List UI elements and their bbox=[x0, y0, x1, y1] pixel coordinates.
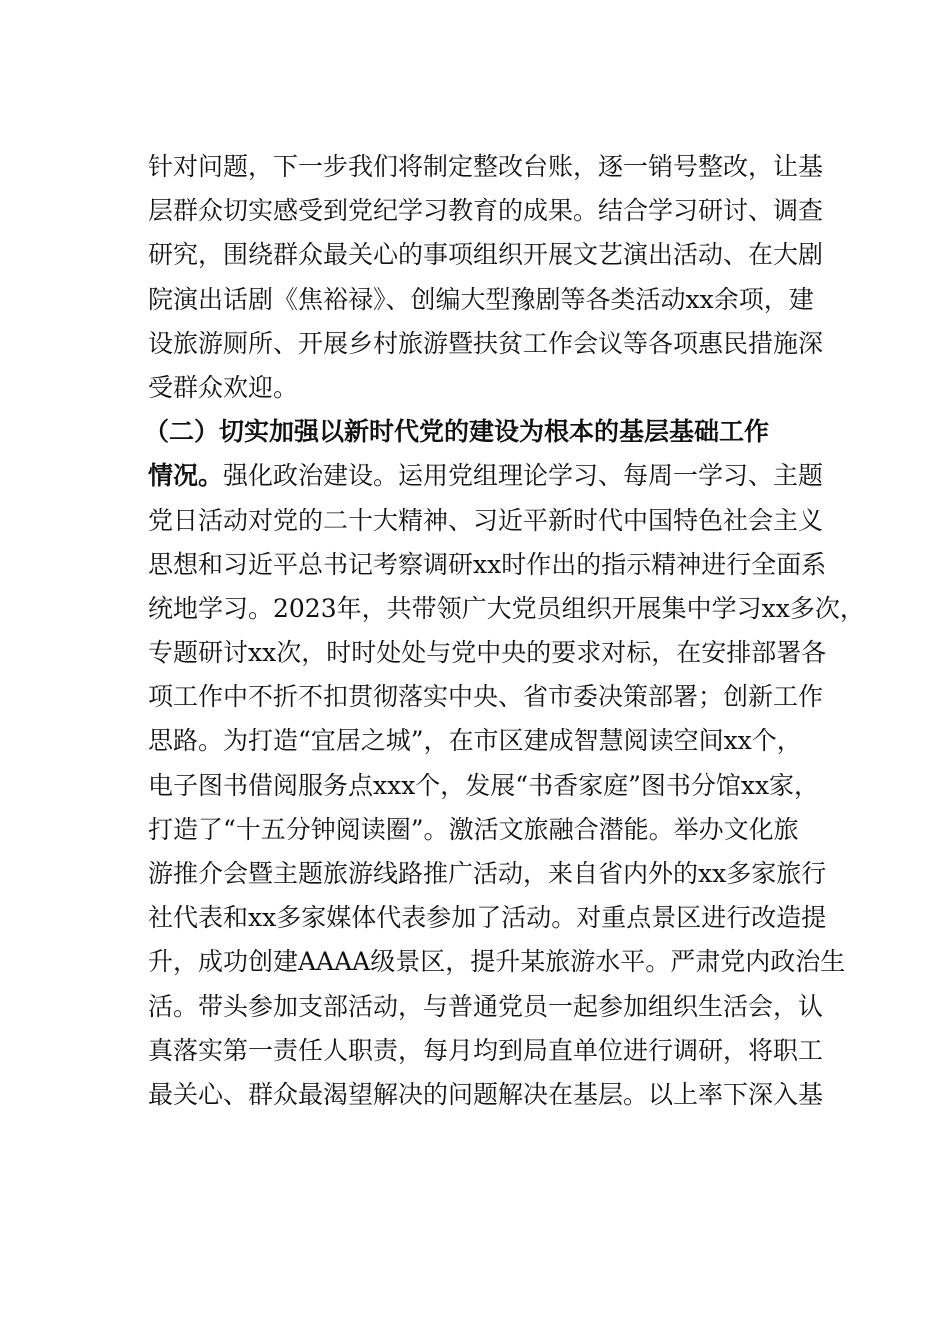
body-text: 强化政治建设。运用党组理论学习、每周一学习、主题 bbox=[223, 461, 824, 491]
body-line: 思路。为打造“宜居之城”，在市区建成智慧阅读空间xx个， bbox=[148, 726, 802, 756]
body-line: 院演出话剧《焦裕禄》、创编大型豫剧等各类活动xx余项，建 bbox=[148, 284, 814, 314]
section-heading bbox=[144, 410, 828, 454]
body-line: 活。带头参加支部活动，与普通党员一起参加组织生活会，认 bbox=[148, 991, 824, 1021]
body-line: 升，成功创建AAAA级景区，提升某旅游水平。严肃党内政治生 bbox=[148, 947, 846, 977]
body-line: 研究，围绕群众最关心的事项组织开展文艺演出活动、在大剧 bbox=[148, 240, 824, 270]
body-line bbox=[148, 454, 828, 498]
body-line: 电子图书借阅服务点xxx个，发展“书香家庭”图书分馆xx家， bbox=[148, 770, 820, 800]
body-line: 层群众切实感受到党纪学习教育的成果。结合学习研讨、调查 bbox=[148, 196, 824, 226]
body-line: 党日活动对党的二十大精神、习近平新时代中国特色社会主义 bbox=[148, 505, 824, 535]
body-line: 社代表和xx多家媒体代表参加了活动。对重点景区进行改造提 bbox=[148, 903, 827, 933]
body-line: 统地学习。2023年，共带领广大党员组织开展集中学习xx多次， bbox=[148, 593, 865, 623]
body-line: 受群众欢迎。 bbox=[148, 372, 299, 402]
section-heading-tail: 情况。 bbox=[148, 461, 224, 491]
body-line: 最关心、群众最渴望解决的问题解决在基层。以上率下深入基 bbox=[148, 1079, 824, 1109]
body-line: 打造了“十五分钟阅读圈”。激活文旅融合潜能。举办文化旅 bbox=[148, 814, 799, 844]
section-heading-text: （二）切实加强以新时代党的建设为根本的基层基础工作 bbox=[144, 417, 770, 447]
body-line: 针对问题，下一步我们将制定整改台账，逐一销号整改，让基 bbox=[148, 152, 824, 181]
body-line: 项工作中不折不扣贯彻落实中央、省市委决策部署；创新工作 bbox=[148, 682, 824, 712]
body-line: 思想和习近平总书记考察调研xx时作出的指示精神进行全面系 bbox=[148, 549, 827, 579]
body-line: 设旅游厕所、开展乡村旅游暨扶贫工作会议等各项惠民措施深 bbox=[148, 328, 824, 358]
body-line: 真落实第一责任人职责，每月均到局直单位进行调研，将职工 bbox=[148, 1035, 824, 1065]
body-line: 专题研讨xx次，时时处处与党中央的要求对标，在安排部署各 bbox=[148, 638, 827, 668]
document-body bbox=[144, 145, 865, 1117]
body-line: 游推介会暨主题旅游线路推广活动，来自省内外的xx多家旅行 bbox=[148, 859, 827, 888]
